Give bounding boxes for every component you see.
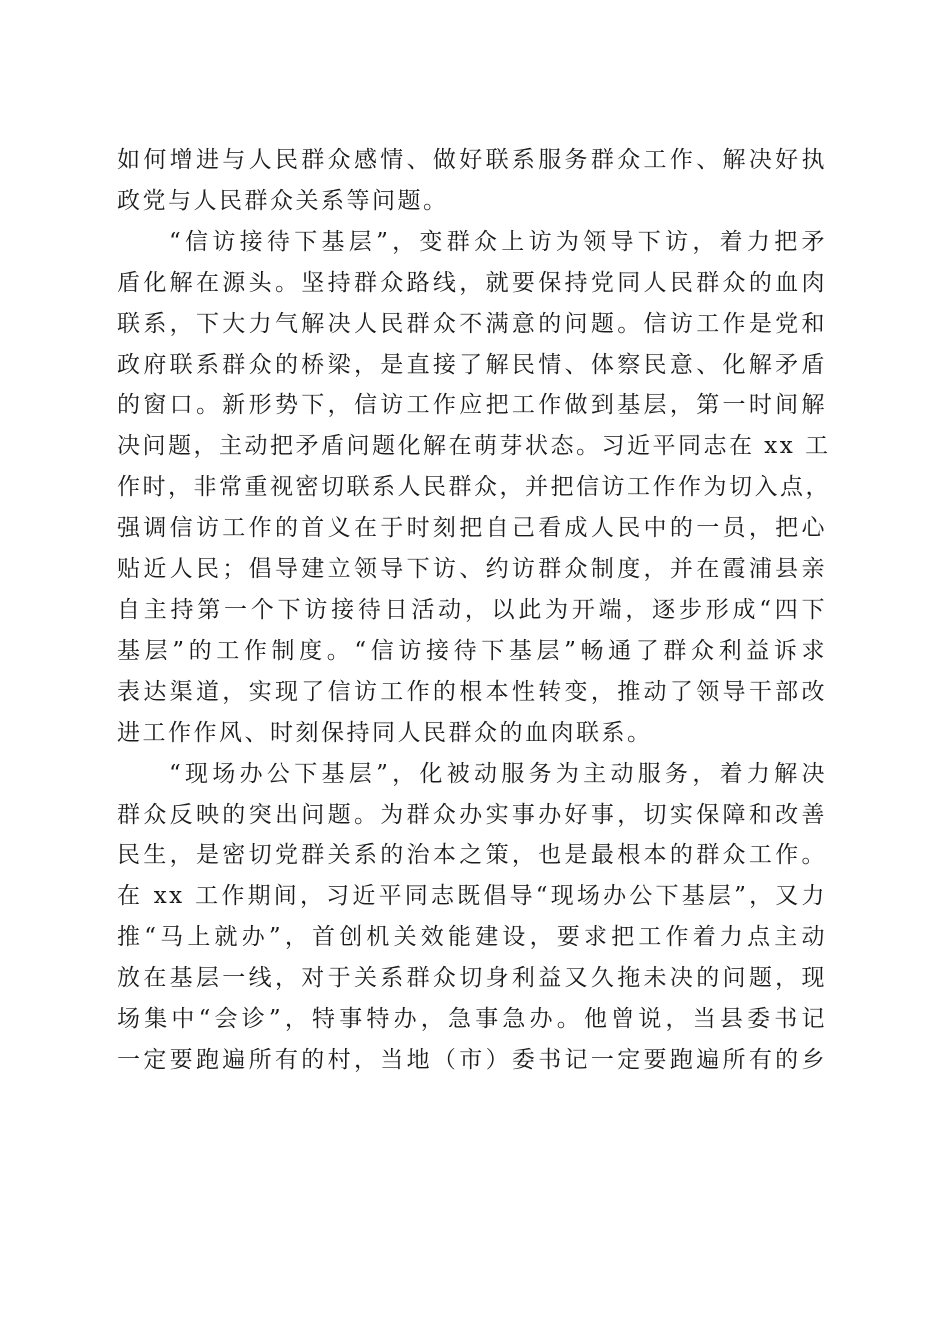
text-line: 作时，非常重视密切联系人民群众，并把信访工作作为切入点，	[117, 474, 831, 501]
text-line: 场集中“会诊”，特事特办，急事急办。他曾说，当县委书记	[117, 1006, 827, 1033]
text-line: “现场办公下基层”，化被动服务为主动服务，着力解决	[169, 760, 827, 787]
text-line: 民生，是密切党群关系的治本之策，也是最根本的群众工作。	[117, 842, 827, 869]
text-line: 联系，下大力气解决人民群众不满意的问题。信访工作是党和	[117, 310, 827, 337]
text-line: 群众反映的突出问题。为群众办实事办好事，切实保障和改善	[117, 801, 827, 828]
text-line: 一定要跑遍所有的村，当地（市）委书记一定要跑遍所有的乡	[117, 1046, 827, 1073]
paragraph-1	[117, 140, 827, 222]
text-line: 表达渠道，实现了信访工作的根本性转变，推动了领导干部改	[117, 678, 827, 705]
document-body	[117, 140, 831, 1081]
text-line: 基层”的工作制度。“信访接待下基层”畅通了群众利益诉求	[117, 637, 827, 664]
text-line: “信访接待下基层”，变群众上访为领导下访，着力把矛	[169, 228, 827, 255]
text-line: 放在基层一线，对于关系群众切身利益又久拖未决的问题，现	[117, 965, 827, 992]
paragraph-2	[117, 222, 831, 754]
text-line: 政党与人民群众关系等问题。	[117, 187, 449, 214]
text-line: 进工作作风、时刻保持同人民群众的血肉联系。	[117, 719, 653, 746]
text-line: 在 xx 工作期间，习近平同志既倡导“现场办公下基层”，又力	[117, 883, 827, 910]
text-line: 强调信访工作的首义在于时刻把自己看成人民中的一员，把心	[117, 515, 827, 542]
text-line: 推“马上就办”，首创机关效能建设，要求把工作着力点主动	[117, 924, 827, 951]
text-line: 盾化解在源头。坚持群众路线，就要保持党同人民群众的血肉	[117, 269, 827, 296]
text-line: 自主持第一个下访接待日活动，以此为开端，逐步形成“四下	[117, 596, 827, 623]
text-line: 如何增进与人民群众感情、做好联系服务群众工作、解决好执	[117, 147, 827, 173]
text-line: 政府联系群众的桥梁，是直接了解民情、体察民意、化解矛盾	[117, 351, 827, 378]
text-line: 决问题，主动把矛盾问题化解在萌芽状态。习近平同志在 xx 工	[117, 433, 831, 460]
paragraph-3	[117, 754, 827, 1081]
text-line: 的窗口。新形势下，信访工作应把工作做到基层，第一时间解	[117, 392, 827, 419]
text-line: 贴近人民；倡导建立领导下访、约访群众制度，并在霞浦县亲	[117, 556, 827, 583]
